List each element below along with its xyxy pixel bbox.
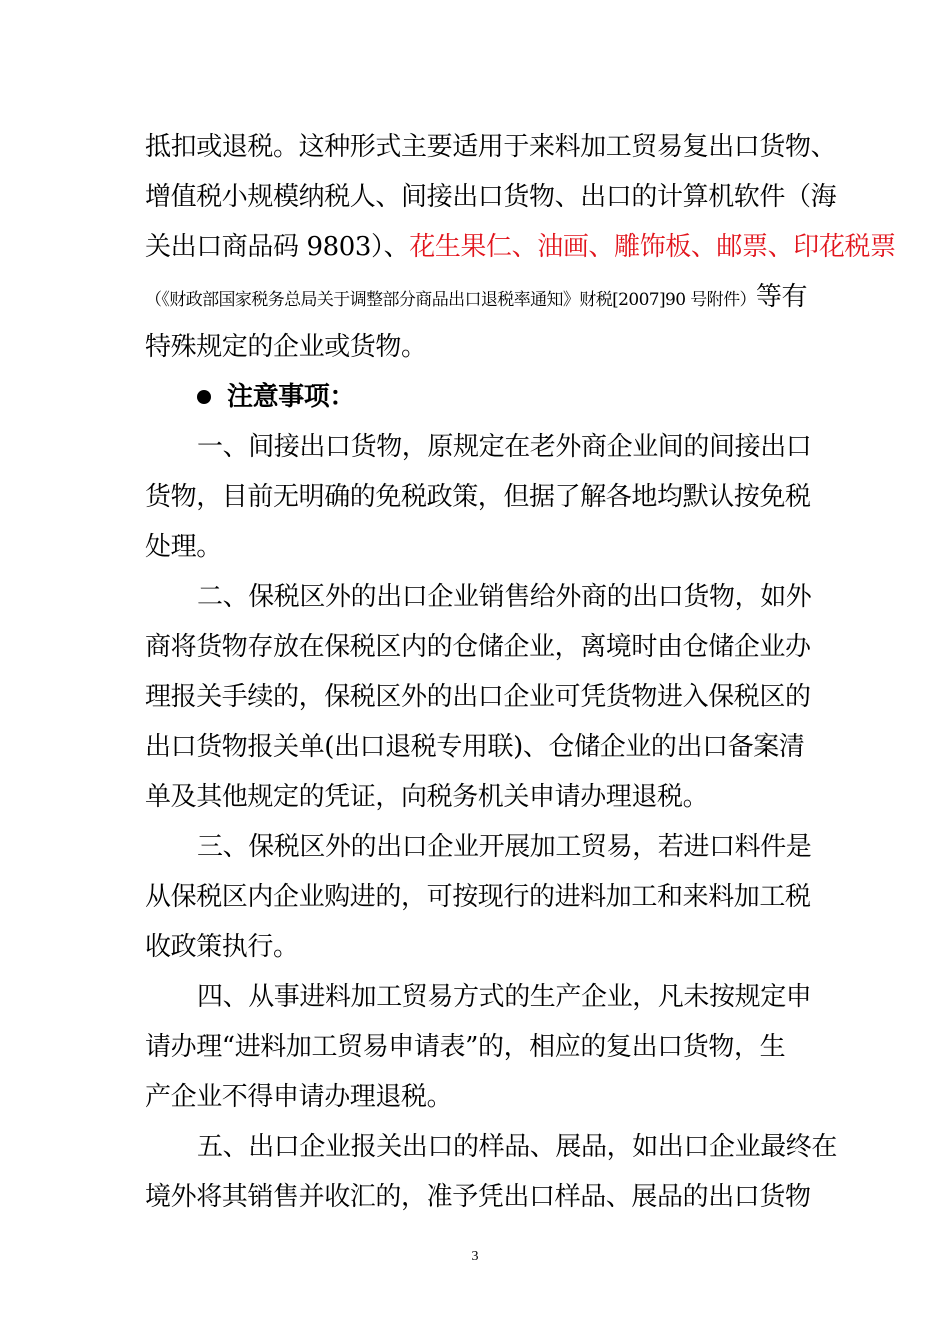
text-line: 产企业不得申请办理退税。 [145,1082,453,1112]
section-heading [145,372,807,422]
text-line: 从保税区内企业购进的，可按现行的进料加工和来料加工税 [145,882,811,912]
paragraph-start: 三、保税区外的出口企业开展加工贸易，若进口料件是 [197,832,812,862]
text-line-mixed [145,222,896,272]
text-line: 商将货物存放在保税区内的仓储企业，离境时由仓储企业办 [145,632,811,662]
paragraph-start: 二、保税区外的出口企业销售给外商的出口货物，如外 [197,582,812,612]
paragraph-start: 四、从事进料加工贸易方式的生产企业，凡未按规定申 [197,982,812,1012]
text-line: 请办理“进料加工贸易申请表”的，相应的复出口货物，生 [145,1032,786,1062]
document-body [145,122,896,1222]
text-line: 境外将其销售并收汇的，准予凭出口样品、展品的出口货物 [145,1182,811,1212]
text-line: 理报关手续的，保税区外的出口企业可凭货物进入保税区的 [145,682,811,712]
text-line: 收政策执行。 [145,932,299,962]
text-line: 货物，目前无明确的免税政策，但据了解各地均默认按免税 [145,482,811,512]
text-line-mixed [145,272,807,322]
text-line: 单及其他规定的凭证，向税务机关申请办理退税。 [145,782,709,812]
text-line: 增值税小规模纳税人、间接出口货物、出口的计算机软件（海 [145,182,837,212]
page-number: 3 [471,1249,479,1264]
section-heading-text: 注意事项： [227,382,356,412]
text-line: 处理。 [145,532,222,562]
text-line: 抵扣或退税。这种形式主要适用于来料加工贸易复出口货物、 [145,132,837,162]
highlighted-goods-list: 花生果仁、油画、雕饰板、邮票、印花税票 [409,232,896,262]
text-line: 特殊规定的企业或货物。 [145,332,427,362]
text-segment: 等有 [755,282,808,312]
citation-note: （《财政部国家税务总局关于调整部分商品出口退税率通知》财税[2007]90 号附件） [145,290,756,310]
text-line: 出口货物报关单(出口退税专用联)、仓储企业的出口备案清 [145,732,805,762]
paragraph-start: 五、出口企业报关出口的样品、展品，如出口企业最终在 [197,1132,838,1162]
paragraph-start: 一、间接出口货物，原规定在老外商企业间的间接出口 [197,432,812,462]
text-segment: 关出口商品码 9803）、 [145,232,410,262]
bullet-icon [197,390,211,404]
